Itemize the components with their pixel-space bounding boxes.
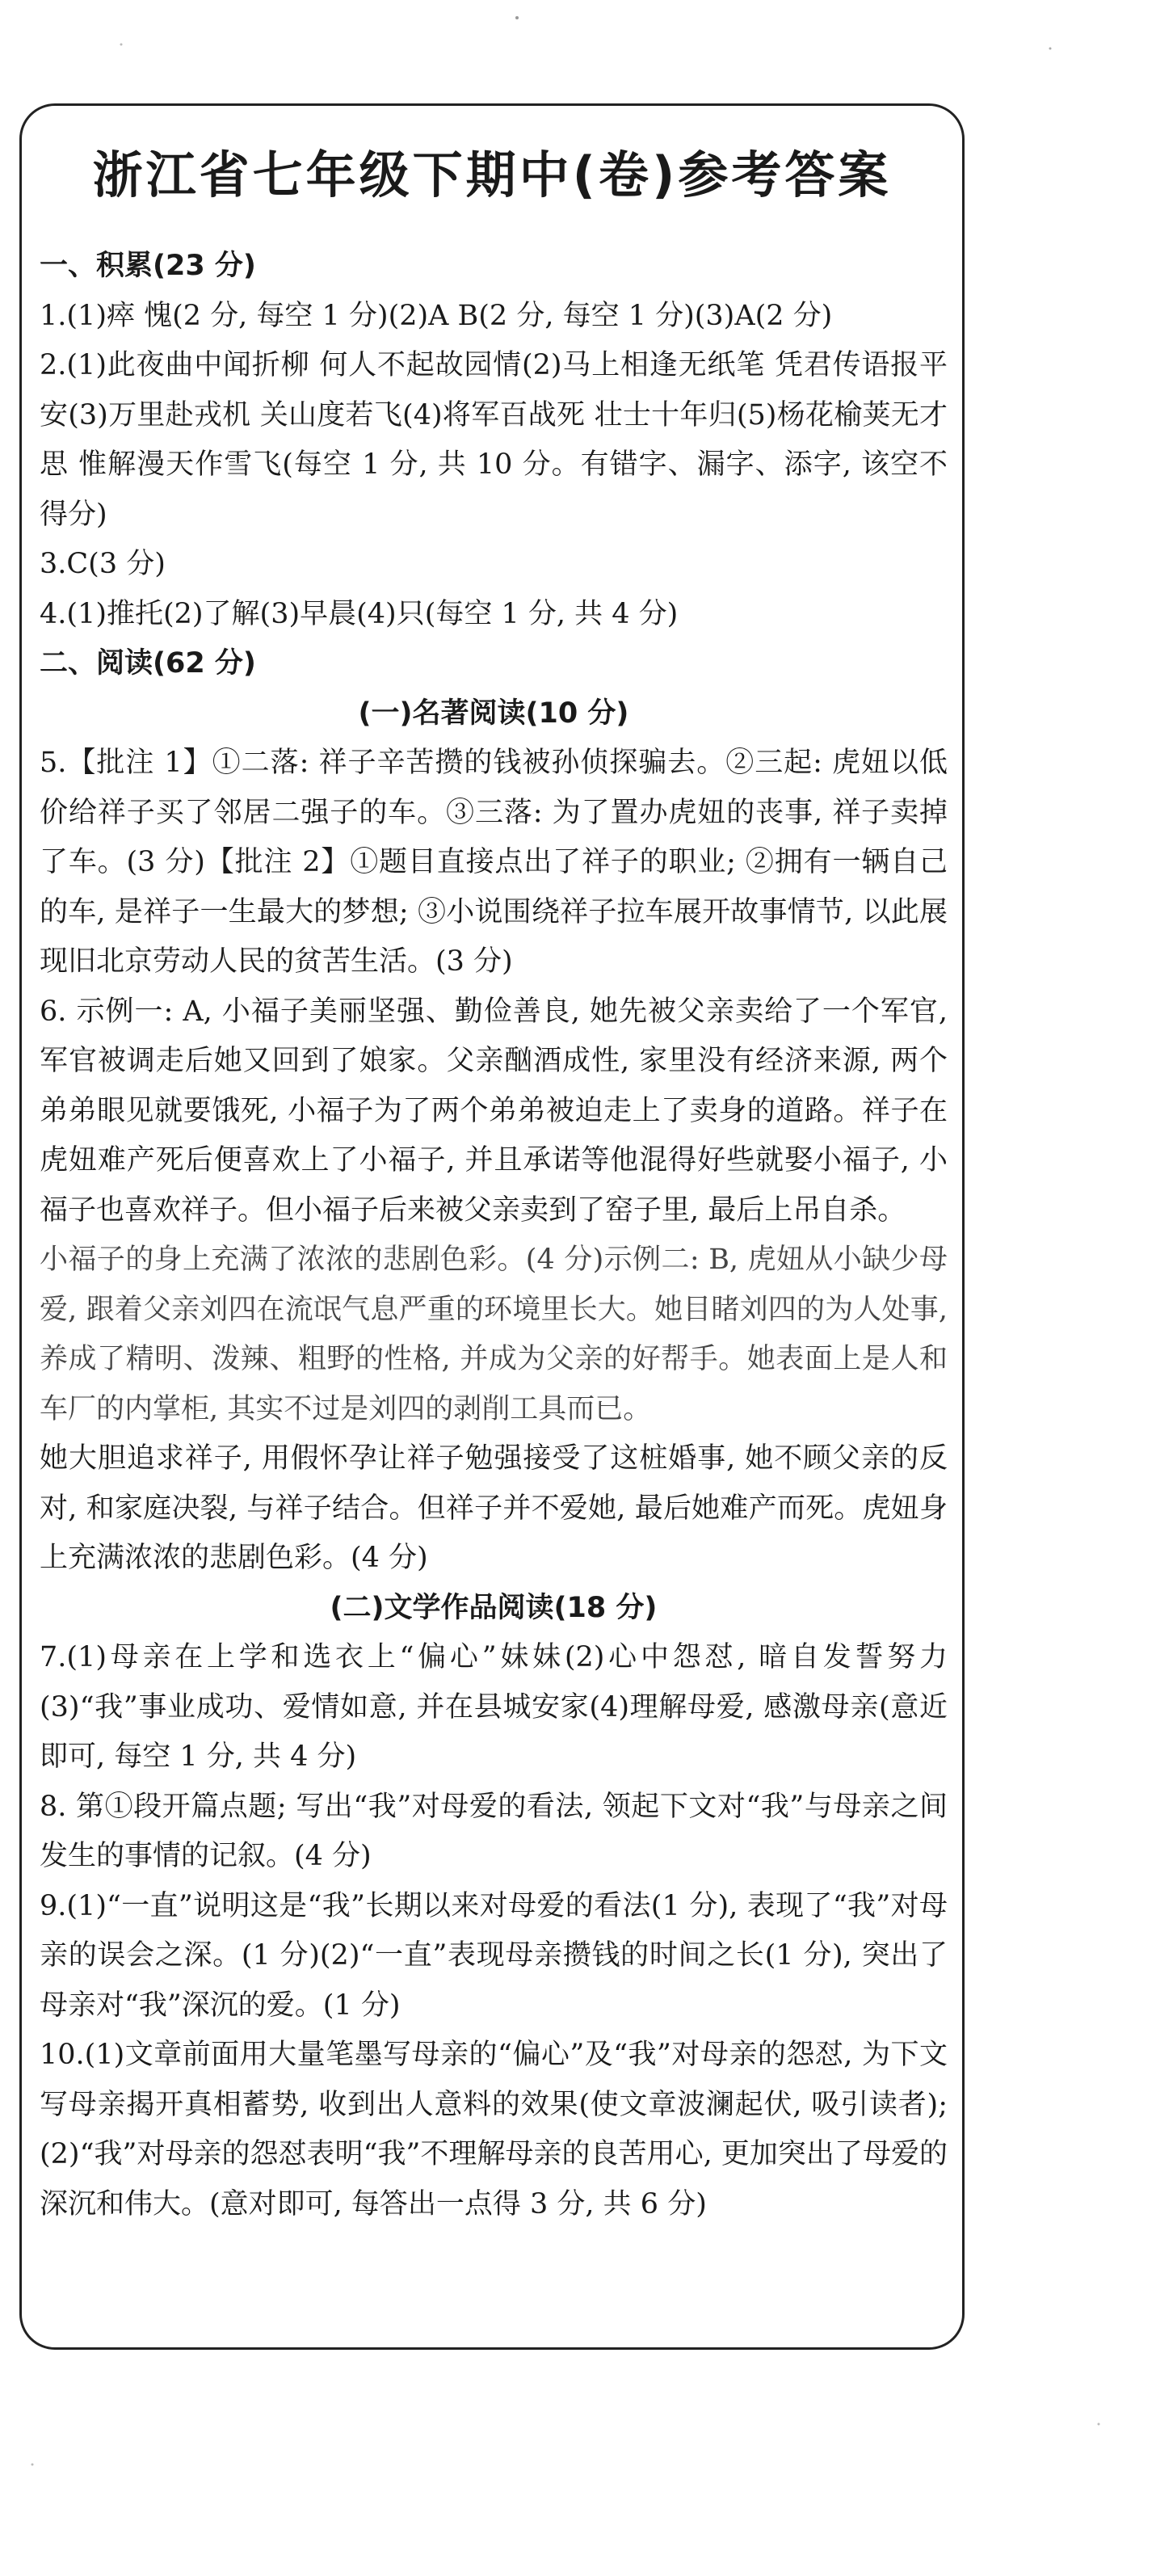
answer-q3: 3.C(3 分)	[40, 548, 166, 580]
answer-q10: 10.(1)文章前面用大量笔墨写母亲的“偏心”及“我”对母亲的怨怼, 为下文写母亲揭开真相蓄势, 收到出人意料的效果(使文章波澜起伏, 吸引读者); (2)“我”对母亲的怨怼表明“我”不理解母亲的良苦用心, 更加突出了母爱的深沉和伟大。(意对即可, 每答出一点得 3 分, 共 6 分)	[40, 2039, 948, 2220]
answer-q9: 9.(1)“一直”说明这是“我”长期以来对母爱的看法(1 分), 表现了“我”对母亲的误会之深。(1 分)(2)“一直”表现母亲攒钱的时间之长(1 分), 突出了母亲对“我”深沉的爱。(1 分)	[40, 1889, 948, 2022]
answer-q6-part3: 她大胆追求祥子, 用假怀孕让祥子勉强接受了这桩婚事, 她不顾父亲的反对, 和家庭决裂, 与祥子结合。但祥子并不爱她, 最后她难产而死。虎妞身上充满浓浓的悲剧色彩。(4 分)	[40, 1442, 948, 1574]
subsection-heading-literature: (二)文学作品阅读(18 分)	[330, 1591, 658, 1624]
answer-q7: 7.(1)母亲在上学和选衣上“偏心”妹妹(2)心中怨怼, 暗自发誓努力(3)“我”事业成功、爱情如意, 并在县城安家(4)理解母爱, 感激母亲(意近即可, 每空 1 分, 共 4 分)	[40, 1641, 948, 1773]
answer-content	[40, 242, 948, 2229]
section-heading-reading: 二、阅读(62 分)	[40, 647, 256, 680]
answer-q2: 2.(1)此夜曲中闻折柳 何人不起故园情(2)马上相逢无纸笔 凭君传语报平安(3)万里赴戎机 关山度若飞(4)将军百战死 壮士十年归(5)杨花榆荚无才思 惟解漫天作雪飞(每空 1 分, 共 10 分。有错字、漏字、添字, 该空不得分)	[40, 349, 948, 531]
answer-q1: 1.(1)瘁 愧(2 分, 每空 1 分)(2)A B(2 分, 每空 1 分)(3)A(2 分)	[40, 299, 833, 332]
subsection-heading-classics: (一)名著阅读(10 分)	[358, 697, 629, 730]
answer-sheet-frame	[19, 103, 965, 2350]
page-title: 浙江省七年级下期中(卷)参考答案	[92, 145, 892, 204]
answer-q6-part2: 小福子的身上充满了浓浓的悲剧色彩。(4 分)示例二: B, 虎妞从小缺少母爱, 跟着父亲刘四在流氓气息严重的环境里长大。她目睹刘四的为人处事, 养成了精明、泼辣、粗野的性格, 并成为父亲的好帮手。她表面上是人和车厂的内掌柜, 其实不过是刘四的剥削工具而已。	[40, 1244, 948, 1425]
answer-q5: 5.【批注 1】①二落: 祥子辛苦攒的钱被孙侦探骗去。②三起: 虎妞以低价给祥子买了邻居二强子的车。③三落: 为了置办虎妞的丧事, 祥子卖掉了车。(3 分)【批注 2】①题目直接点出了祥子的职业; ②拥有一辆自己的车, 是祥子一生最大的梦想; ③小说围绕祥子拉车展开故事情节, 以此展现旧北京劳动人民的贫苦生活。(3 分)	[40, 747, 948, 978]
answer-q6-part1: 6. 示例一: A, 小福子美丽坚强、勤俭善良, 她先被父亲卖给了一个军官, 军官被调走后她又回到了娘家。父亲酗酒成性, 家里没有经济来源, 两个弟弟眼见就要饿死, 小福子为了两个弟弟被迫走上了卖身的道路。祥子在虎妞难产死后便喜欢上了小福子, 并且承诺等他混得好些就娶小福子, 小福子也喜欢祥子。但小福子后来被父亲卖到了窑子里, 最后上吊自杀。	[40, 995, 948, 1227]
section-heading-accumulation: 一、积累(23 分)	[40, 250, 256, 282]
answer-q8: 8. 第①段开篇点题; 写出“我”对母爱的看法, 领起下文对“我”与母亲之间发生的事情的记叙。(4 分)	[40, 1790, 948, 1872]
answer-q4: 4.(1)推托(2)了解(3)早晨(4)只(每空 1 分, 共 4 分)	[40, 597, 679, 630]
